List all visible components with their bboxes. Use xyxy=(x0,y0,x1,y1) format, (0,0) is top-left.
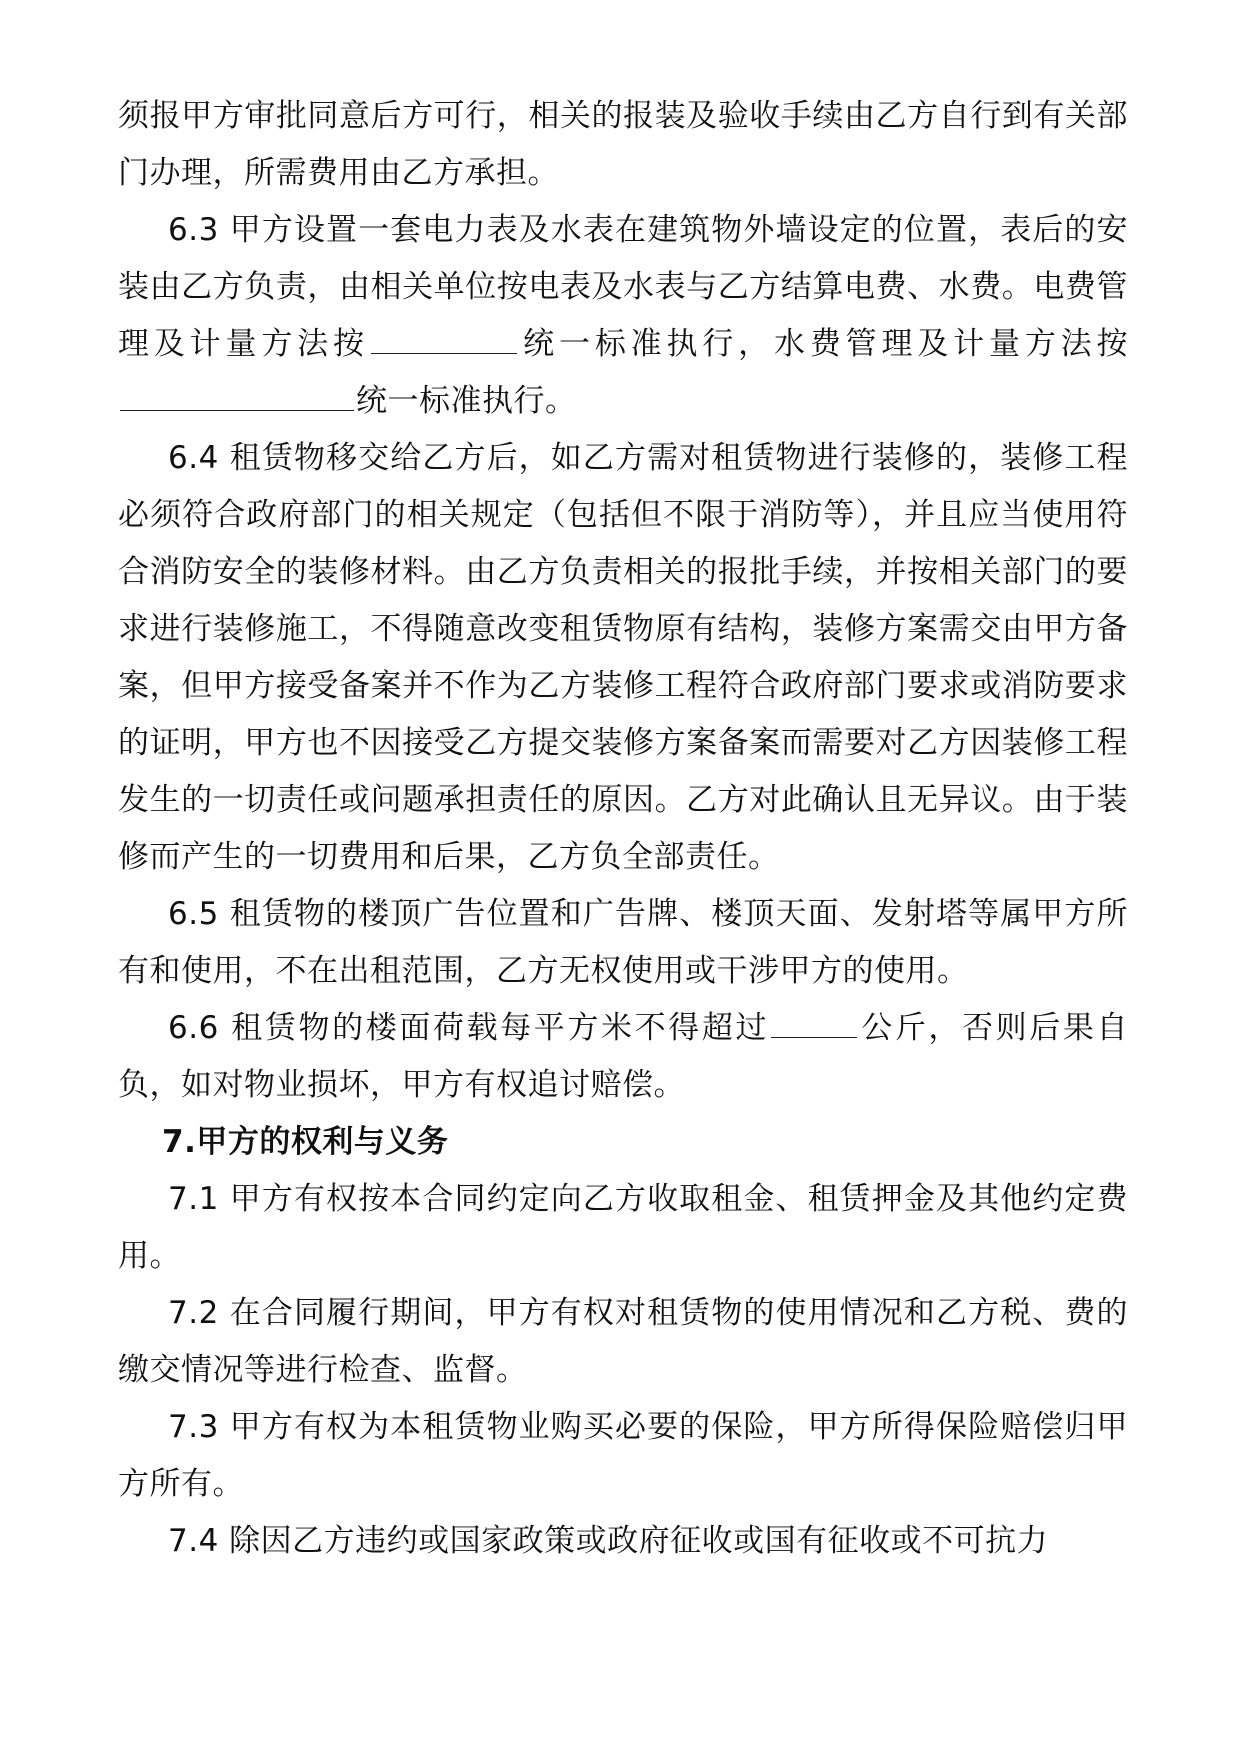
document-page xyxy=(118,88,1128,1570)
clause-7-1: 7.1 甲方有权按本合同约定向乙方收取租金、租赁押金及其他约定费用。 xyxy=(118,1181,1128,1274)
clause-7-2: 7.2 在合同履行期间，甲方有权对租赁物的使用情况和乙方税、费的缴交情况等进行检查、监督。 xyxy=(118,1295,1128,1388)
blank-line-load xyxy=(771,1036,857,1038)
blank-line-water xyxy=(120,409,354,411)
clause-6-3-text-1: 6.3 甲方设置一套电力表及水表在建筑物外墙设定的位置，表后的安装由乙方负责，由相关单位按电表及水表与乙方结算电费、水费。电费管理及计量方法按 xyxy=(118,212,1128,362)
clause-7-4: 7.4 除因乙方违约或国家政策或政府征收或国有征收或不可抗力 xyxy=(168,1523,1049,1559)
clause-6-3-text-3: 统一标准执行。 xyxy=(356,383,577,419)
section-heading-7: 7.甲方的权利与义务 xyxy=(162,1124,449,1160)
clause-6-6-text-2: 公斤，否则后果自负，如对物业损坏，甲方有权追讨赔偿。 xyxy=(118,1010,1129,1103)
blank-line-electricity xyxy=(371,352,517,354)
clause-6-6-text-1: 6.6 租赁物的楼面荷载每平方米不得超过 xyxy=(168,1010,770,1046)
clause-6-6 xyxy=(118,1000,1128,1114)
paragraph-continued: 须报甲方审批同意后方可行，相关的报装及验收手续由乙方自行到有关部门办理，所需费用由乙方承担。 xyxy=(118,98,1128,191)
clause-6-3 xyxy=(118,202,1128,430)
clause-6-5: 6.5 租赁物的楼顶广告位置和广告牌、楼顶天面、发射塔等属甲方所有和使用，不在出租范围，乙方无权使用或干涉甲方的使用。 xyxy=(118,896,1128,989)
clause-6-4: 6.4 租赁物移交给乙方后，如乙方需对租赁物进行装修的，装修工程必须符合政府部门的相关规定（包括但不限于消防等），并且应当使用符合消防安全的装修材料。由乙方负责相关的报批手续，并按相关部门的要求进行装修施工，不得随意改变租赁物原有结构，装修方案需交由甲方备案，但甲方接受备案并不作为乙方装修工程符合政府部门要求或消防要求的证明，甲方也不因接受乙方提交装修方案备案而需要对乙方因装修工程发生的一切责任或问题承担责任的原因。乙方对此确认且无异议。由于装修而产生的一切费用和后果，乙方负全部责任。 xyxy=(118,440,1128,875)
clause-6-3-text-2: 统一标准执行，水费管理及计量方法按 xyxy=(518,326,1129,362)
clause-7-3: 7.3 甲方有权为本租赁物业购买必要的保险，甲方所得保险赔偿归甲方所有。 xyxy=(118,1409,1128,1502)
